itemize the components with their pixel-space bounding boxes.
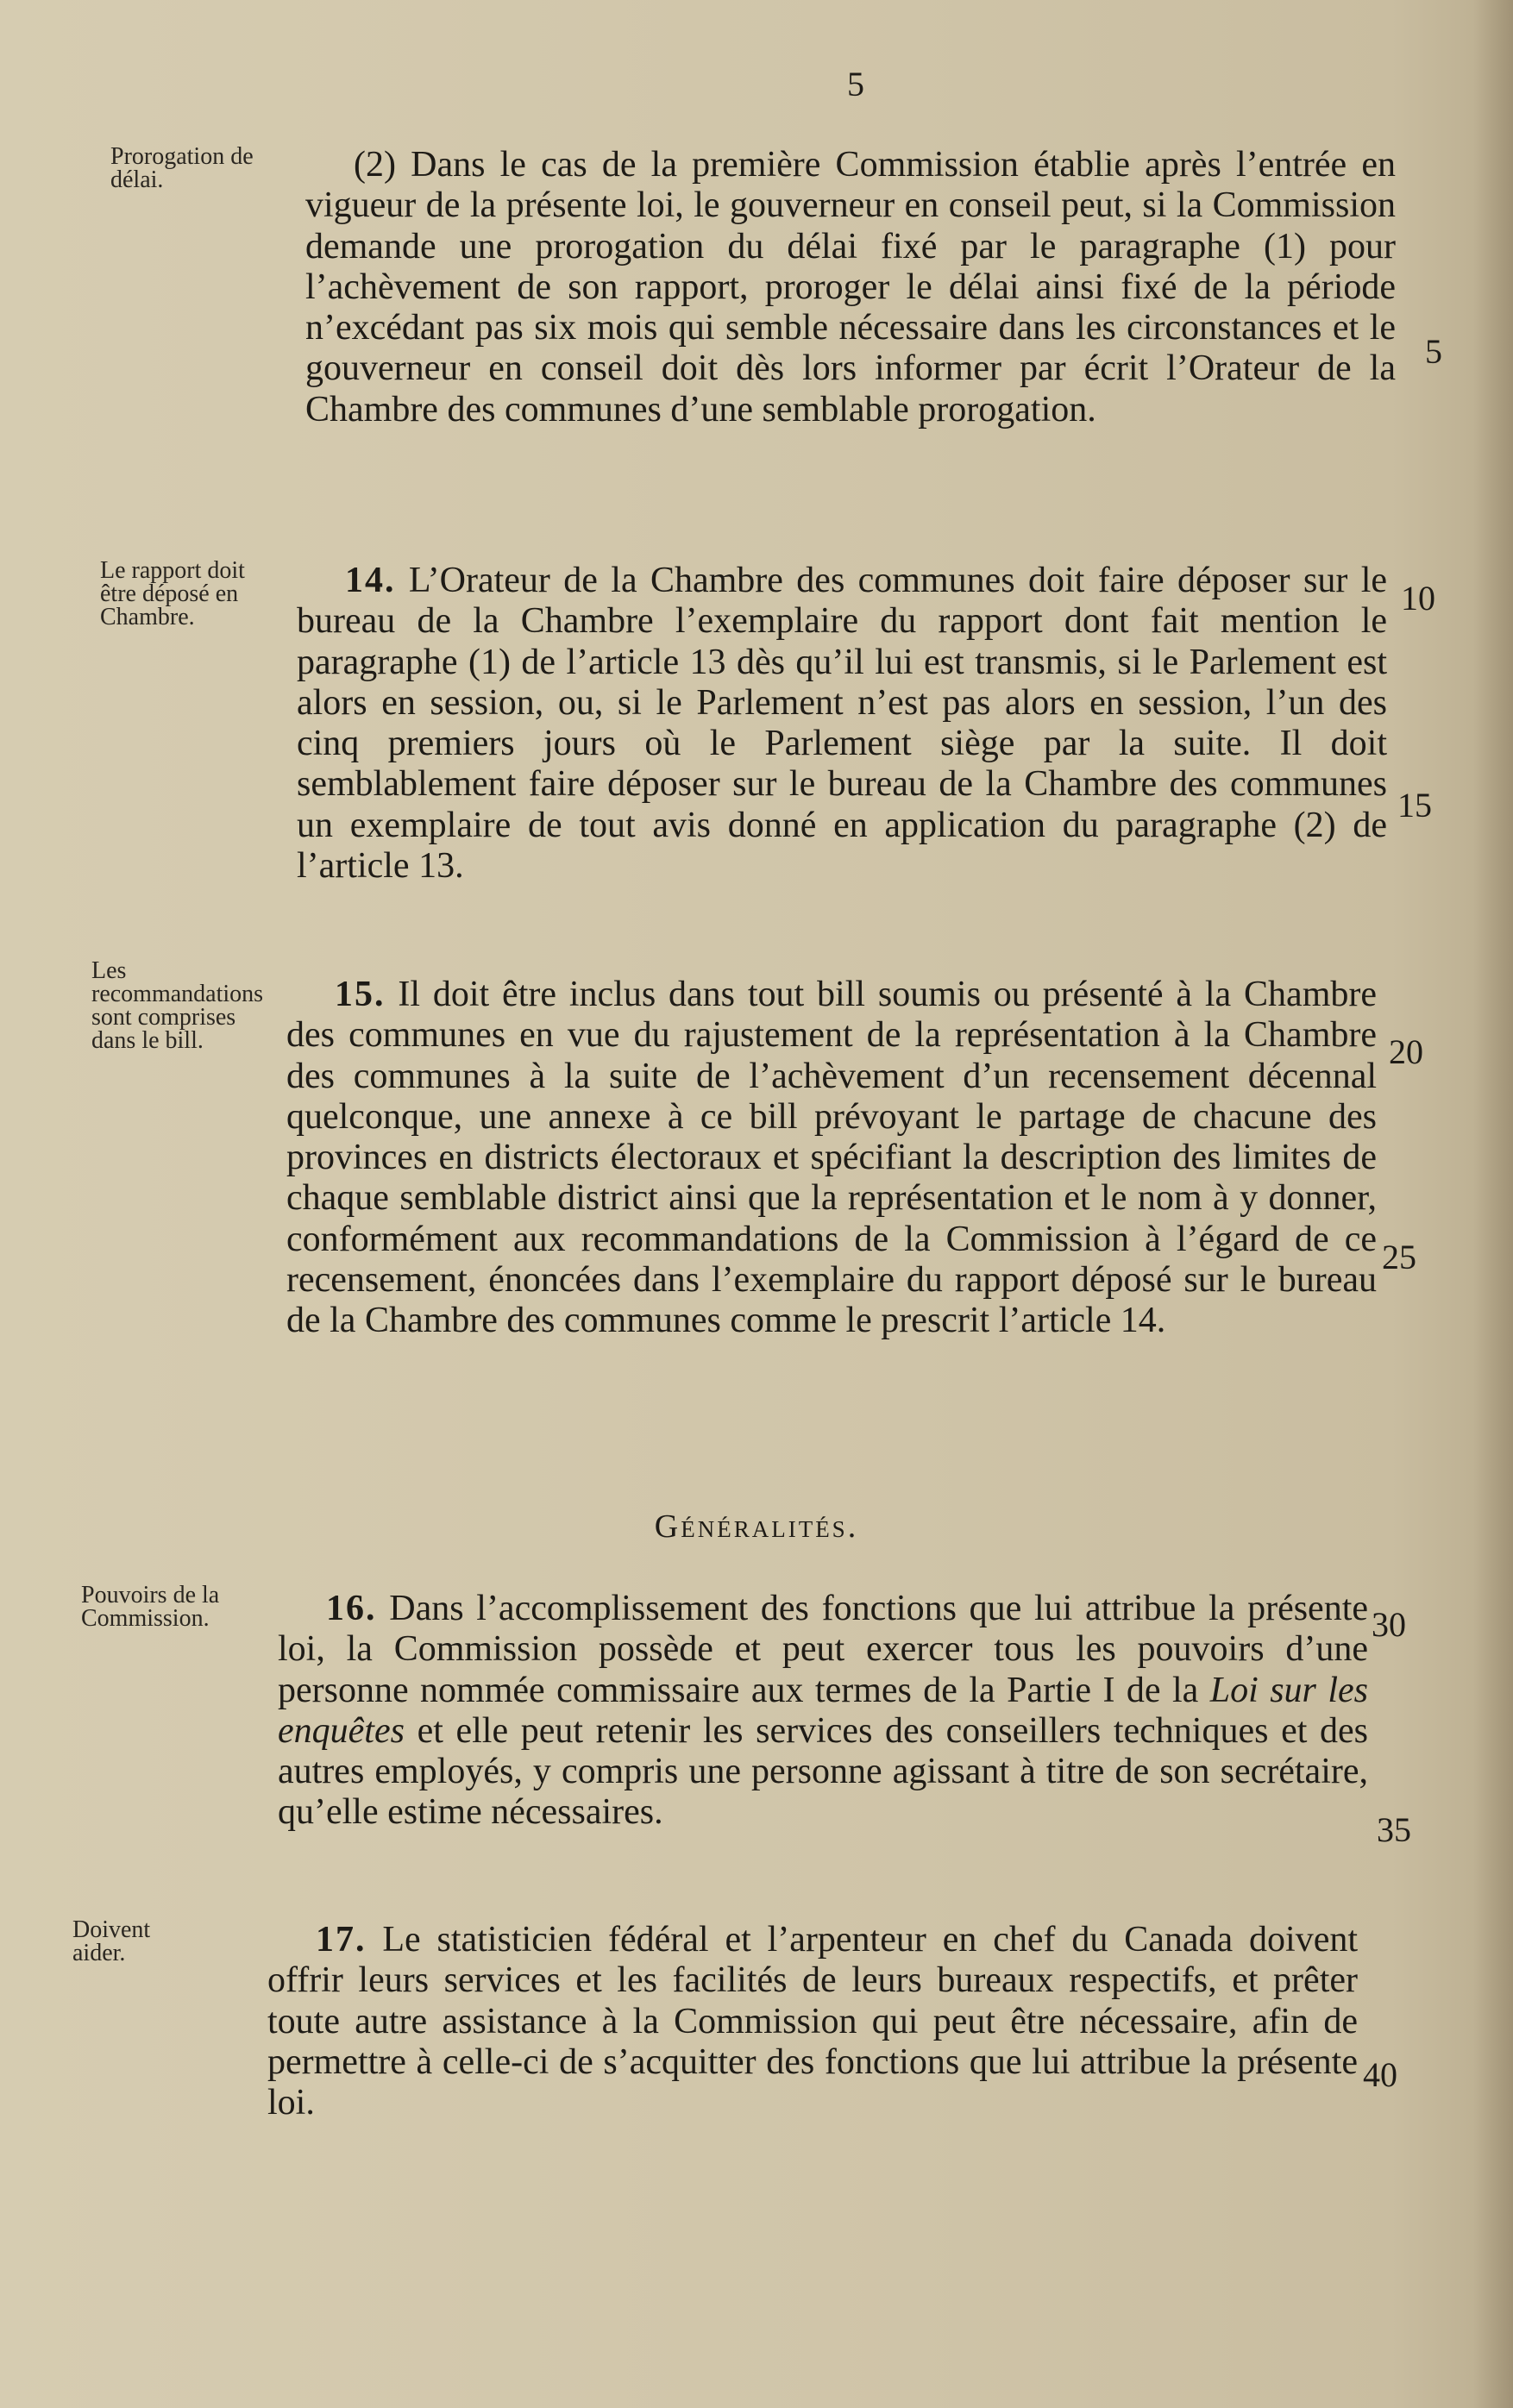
section-text-before: Dans l’accomplissement des fonctions que lui attribue la présente loi, la Commission possède et peut exercer tous les pouvoirs d’une personne nommée commissaire aux termes de la Partie I de la: [278, 1589, 1369, 1710]
margin-note-rapport: Le rapport doit être déposé en Chambre.: [100, 557, 245, 630]
line-number: 35: [1377, 1810, 1411, 1849]
section-text: Il doit être inclus dans tout bill soumis ou présenté à la Chambre des communes en vue du rajustement de la représentation à la Chambre des communes à la suite de l’achèvement d’un recensement décennal quelconque, une annexe à ce bill prévoyant le partage de chacune des provinces en districts électoraux et spécifiant la description des limites de chaque semblable district ainsi que la représentation et le nom à y donner, conformément aux recommandations de la Commission à l’égard de ce recensement, énoncées dans l’exemplaire du rapport déposé sur le bureau de la Chambre des communes comme le prescrit l’article 14.: [286, 975, 1377, 1341]
page-number: 5: [847, 65, 864, 103]
paragraph-text: (2) Dans le cas de la première Commission établie après l’entrée en vigueur de la présente loi, le gouverneur en conseil peut, si la Commission demande une prorogation du délai fixé par le paragraphe (1) pour l’achèvement de son rapport, proroger le délai ainsi fixé de la période n’excédant pas six mois qui semble nécessaire dans les circonstances et le gouverneur en conseil doit dès lors informer par écrit l’Orateur de la Chambre des communes d’une semblable prorogation.: [305, 145, 1396, 430]
line-number: 15: [1397, 786, 1432, 825]
section-15: [286, 975, 1377, 1342]
section-heading-generalites: Généralités.: [654, 1508, 859, 1545]
line-number: 30: [1372, 1605, 1406, 1644]
section-16: [278, 1589, 1368, 1834]
line-number: 20: [1389, 1032, 1423, 1071]
line-number: 10: [1401, 579, 1435, 618]
margin-note-recommandations: Les recommandations sont comprises dans le bill.: [91, 957, 264, 1054]
section-17: [267, 1920, 1358, 2123]
section-text: Le statisticien fédéral et l’arpenteur en chef du Canada doivent offrir leurs services et les facilités de leurs bureaux respectifs, et prêter toute autre assistance à la Commission qui peut être nécessaire, afin de permettre à celle-ci de s’acquitter des fonctions que lui attribue la présente loi.: [267, 1920, 1359, 2123]
section-number: 14.: [345, 561, 396, 600]
section-number: 17.: [316, 1920, 367, 1960]
margin-note-prorogation: Prorogation de délai.: [110, 143, 254, 193]
margin-note-pouvoirs: Pouvoirs de la Commission.: [81, 1582, 220, 1632]
section-number: 15.: [335, 975, 386, 1014]
page-edge-shadow: [1473, 0, 1513, 2408]
paragraph-13-2: [305, 145, 1396, 430]
line-number: 5: [1425, 332, 1442, 371]
section-number: 16.: [326, 1589, 377, 1628]
line-number: 40: [1363, 2055, 1397, 2094]
line-number: 25: [1382, 1238, 1416, 1276]
margin-note-aider: Doivent aider.: [72, 1916, 151, 1966]
law-title-italic: Loi sur les enquêtes: [278, 1670, 1368, 1751]
section-text: L’Orateur de la Chambre des communes doit faire déposer sur le bureau de la Chambre l’exemplaire du rapport dont fait mention le paragraphe (1) de l’article 13 dès qu’il lui est transmis, si le Parlement est alors en session, ou, si le Parlement n’est pas alors en session, l’un des cinq premiers jours où le Parlement siège par la suite. Il doit semblablement faire déposer sur le bureau de la Chambre des communes un exemplaire de tout avis donné en application du paragraphe (2) de l’article 13.: [297, 561, 1387, 887]
section-14: [297, 561, 1387, 887]
section-text-after: et elle peut retenir les services des conseillers techniques et des autres employés, y compris une personne agissant à titre de son secrétaire, qu’elle estime nécessaires.: [278, 1710, 1368, 1833]
